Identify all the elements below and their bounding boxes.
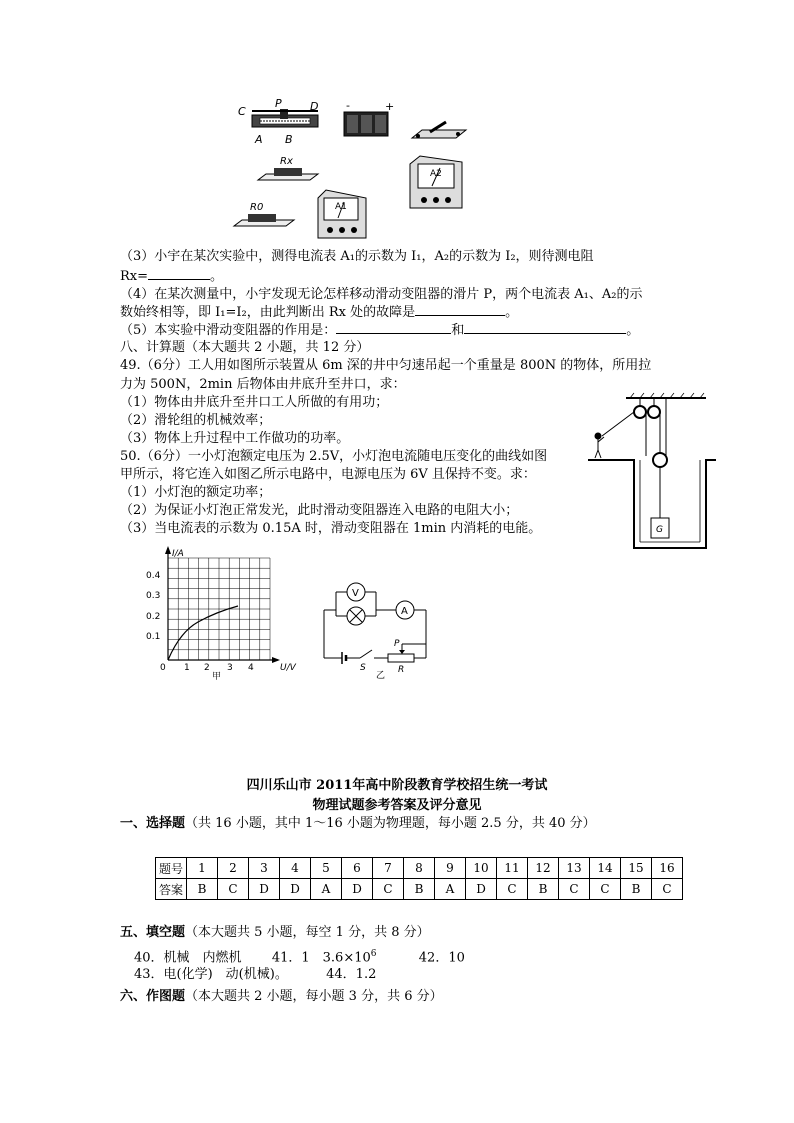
- q5-suffix: 。: [626, 323, 640, 338]
- answer-41-exponent: 6: [370, 949, 377, 959]
- q49-sub2: （2）滑轮组的机械效率；: [120, 413, 272, 428]
- weight-label: G: [656, 525, 663, 535]
- label-d: D: [310, 100, 319, 113]
- fixed-pulley-1: [634, 406, 646, 418]
- graph-x-tick-2: 2: [204, 663, 210, 673]
- q-answer: D: [280, 879, 311, 900]
- q3-line1: （3）小宇在某次实验中，测得电流表 A₁的示数为 I₁，A₂的示数为 I₂，则待测电阻: [120, 249, 594, 264]
- q-num: 14: [590, 858, 621, 879]
- graph-y-label: I/A: [172, 549, 184, 559]
- graph-y-tick-0.3: 0.3: [146, 591, 161, 601]
- q4-line1: （4）在某次测量中，小宇发现无论怎样移动滑动变阻器的滑片 P，两个电流表 A₁、A₂的示: [120, 287, 643, 302]
- q-num: 15: [621, 858, 652, 879]
- ammeter-a1-image: [318, 190, 366, 238]
- q-answer: C: [652, 879, 683, 900]
- row-label-num: 题号: [156, 858, 187, 879]
- q-num: 3: [249, 858, 280, 879]
- q-num: 9: [435, 858, 466, 879]
- q-answer: B: [621, 879, 652, 900]
- q3-answer-blank[interactable]: [148, 267, 210, 280]
- q49-line2: 力为 500N，2min 后物体由井底升至井口，求：: [120, 377, 406, 392]
- graph-x-tick-3: 3: [227, 663, 233, 673]
- label-a1: A1: [335, 202, 347, 212]
- q5-answer-blank-2[interactable]: [464, 321, 626, 334]
- answer-table: [155, 857, 683, 900]
- section8-title: 八、计算题（本大题共 2 小题，共 12 分）: [120, 340, 370, 355]
- section5-line2: [134, 966, 376, 984]
- section1-detail: （共 16 小题，其中 1～16 小题为物理题，每小题 2.5 分，共 40 分）: [185, 816, 596, 831]
- graph-caption: 甲: [212, 672, 222, 680]
- section5-label: 五、填空题: [120, 925, 186, 940]
- ammeter-a2-image: [410, 156, 462, 208]
- well-pulley-figure: [588, 392, 716, 552]
- q49-sub1: （1）物体由井底升至井口工人所做的有用功；: [120, 395, 389, 410]
- q5-text: （5）本实验中滑动变阻器的作用是：: [120, 323, 337, 338]
- q50-sub1: （1）小灯泡的额定功率；: [120, 485, 272, 500]
- battery-image: [344, 112, 388, 136]
- q3-rx-label: Rx=: [120, 269, 149, 284]
- q-answer: B: [187, 879, 218, 900]
- battery-minus: -: [346, 99, 350, 112]
- row-label-ans: 答案: [156, 879, 187, 900]
- graph-x-label: U/V: [280, 663, 296, 673]
- q-answer: D: [249, 879, 280, 900]
- q4-line2: [120, 303, 518, 322]
- q-answer: B: [528, 879, 559, 900]
- graph-x-tick-1: 1: [184, 663, 190, 673]
- graph-jia: [140, 546, 300, 680]
- q-answer: D: [342, 879, 373, 900]
- section1-heading: [120, 815, 596, 833]
- q-num: 4: [280, 858, 311, 879]
- q-answer: C: [218, 879, 249, 900]
- q3-line2: [120, 267, 223, 286]
- q5-line: [120, 321, 639, 340]
- voltmeter-label: V: [352, 588, 359, 599]
- graph-grid: [168, 558, 270, 660]
- q-answer: A: [435, 879, 466, 900]
- circuit-yi: [318, 580, 433, 680]
- q50-line2: 甲所示，将它连入如图乙所示电路中，电源电压为 6V 且保持不变。求：: [120, 467, 536, 482]
- switch-symbol: [360, 650, 372, 658]
- q-num: 6: [342, 858, 373, 879]
- battery-plus: +: [385, 100, 395, 113]
- switch-label: S: [360, 663, 366, 673]
- graph-x-tick-4: 4: [248, 663, 254, 673]
- section1-label: 一、选择题: [120, 816, 186, 831]
- section6-label: 六、作图题: [120, 989, 186, 1004]
- rheostat-image: [252, 109, 318, 127]
- section5-detail: （本大题共 5 小题，每空 1 分，共 8 分）: [185, 925, 430, 940]
- label-p: P: [275, 98, 282, 110]
- label-r0: R0: [250, 202, 264, 213]
- q50-sub2: （2）为保证小灯泡正常发光，此时滑动变阻器连入电路的电阻大小；: [120, 503, 519, 518]
- q-answer: C: [373, 879, 404, 900]
- label-c: C: [238, 105, 246, 118]
- q-answer: B: [404, 879, 435, 900]
- q50-line1: 50.（6分）一小灯泡额定电压为 2.5V，小灯泡电流随电压变化的曲线如图: [120, 449, 548, 464]
- movable-pulley: [653, 453, 667, 467]
- q-num: 5: [311, 858, 342, 879]
- q5-and: 和: [451, 323, 465, 338]
- r0-resistor-image: [234, 214, 294, 226]
- q3-suffix: 。: [210, 269, 224, 284]
- answer-table-answer-row: [156, 879, 683, 900]
- answer-43: 43．电(化学) 动(机械)。: [134, 967, 288, 982]
- switch-image: [412, 122, 466, 138]
- rheostat-symbol: [388, 654, 414, 662]
- q4-answer-blank[interactable]: [415, 303, 505, 316]
- graph-y-tick-0.4: 0.4: [146, 571, 161, 581]
- q-answer: C: [497, 879, 528, 900]
- q49-line1: 49.（6分）工人用如图所示装置从 6m 深的井中匀速吊起一个重量是 800N 的物体，所用拉: [120, 358, 652, 373]
- section5-heading: [120, 924, 430, 942]
- q-num: 10: [466, 858, 497, 879]
- q-num: 7: [373, 858, 404, 879]
- q-num: 2: [218, 858, 249, 879]
- q-num: 1: [187, 858, 218, 879]
- q-answer: D: [466, 879, 497, 900]
- label-rx: Rx: [280, 156, 293, 167]
- q50-sub3: （3）当电流表的示数为 0.15A 时，滑动变阻器在 1min 内消耗的电能。: [120, 521, 542, 536]
- worker-figure: [595, 433, 604, 458]
- q-answer: C: [559, 879, 590, 900]
- fixed-pulley-2: [648, 406, 660, 418]
- q-num: 11: [497, 858, 528, 879]
- answer-40: 40．机械 内燃机: [134, 950, 242, 966]
- graph-curve: [168, 606, 238, 660]
- ammeter-label: A: [401, 606, 408, 617]
- q5-answer-blank-1[interactable]: [336, 321, 451, 334]
- q4-suffix: 。: [505, 305, 519, 320]
- graph-y-tick-0.1: 0.1: [146, 632, 161, 642]
- q4-text: 数始终相等，即 I₁=I₂，由此判断出 Rx 处的故障是: [120, 305, 416, 320]
- q-num: 13: [559, 858, 590, 879]
- answer-41: 41．1 3.6×10: [271, 950, 371, 966]
- label-a: A: [255, 133, 263, 146]
- label-b: B: [285, 133, 293, 146]
- slider-label: P: [394, 639, 400, 649]
- answer-table-number-row: [156, 858, 683, 879]
- q-answer: C: [590, 879, 621, 900]
- q-num: 8: [404, 858, 435, 879]
- rx-resistor-image: [258, 168, 318, 180]
- section6-detail: （本大题共 2 小题，每小题 3 分，共 6 分）: [185, 989, 443, 1004]
- section6-heading: [120, 988, 443, 1006]
- graph-y-tick-0.2: 0.2: [146, 612, 161, 622]
- apparatus-figure: [230, 98, 480, 246]
- circuit-caption: 乙: [376, 671, 386, 680]
- graph-x-tick-0: 0: [160, 663, 166, 673]
- answer-title-2: 物理试题参考答案及评分意见: [312, 798, 482, 813]
- answer-42: 42．10: [418, 950, 465, 966]
- q-answer: A: [311, 879, 342, 900]
- resistor-label: R: [398, 665, 405, 675]
- section5-line1: [134, 945, 465, 967]
- q-num: 12: [528, 858, 559, 879]
- q49-sub3: （3）物体上升过程中工作做功的功率。: [120, 431, 350, 446]
- answer-44: 44．1.2: [326, 967, 377, 982]
- answer-title-1: 四川乐山市 2011年高中阶段教育学校招生统一考试: [246, 778, 548, 793]
- label-a2: A2: [430, 169, 442, 179]
- q-num: 16: [652, 858, 683, 879]
